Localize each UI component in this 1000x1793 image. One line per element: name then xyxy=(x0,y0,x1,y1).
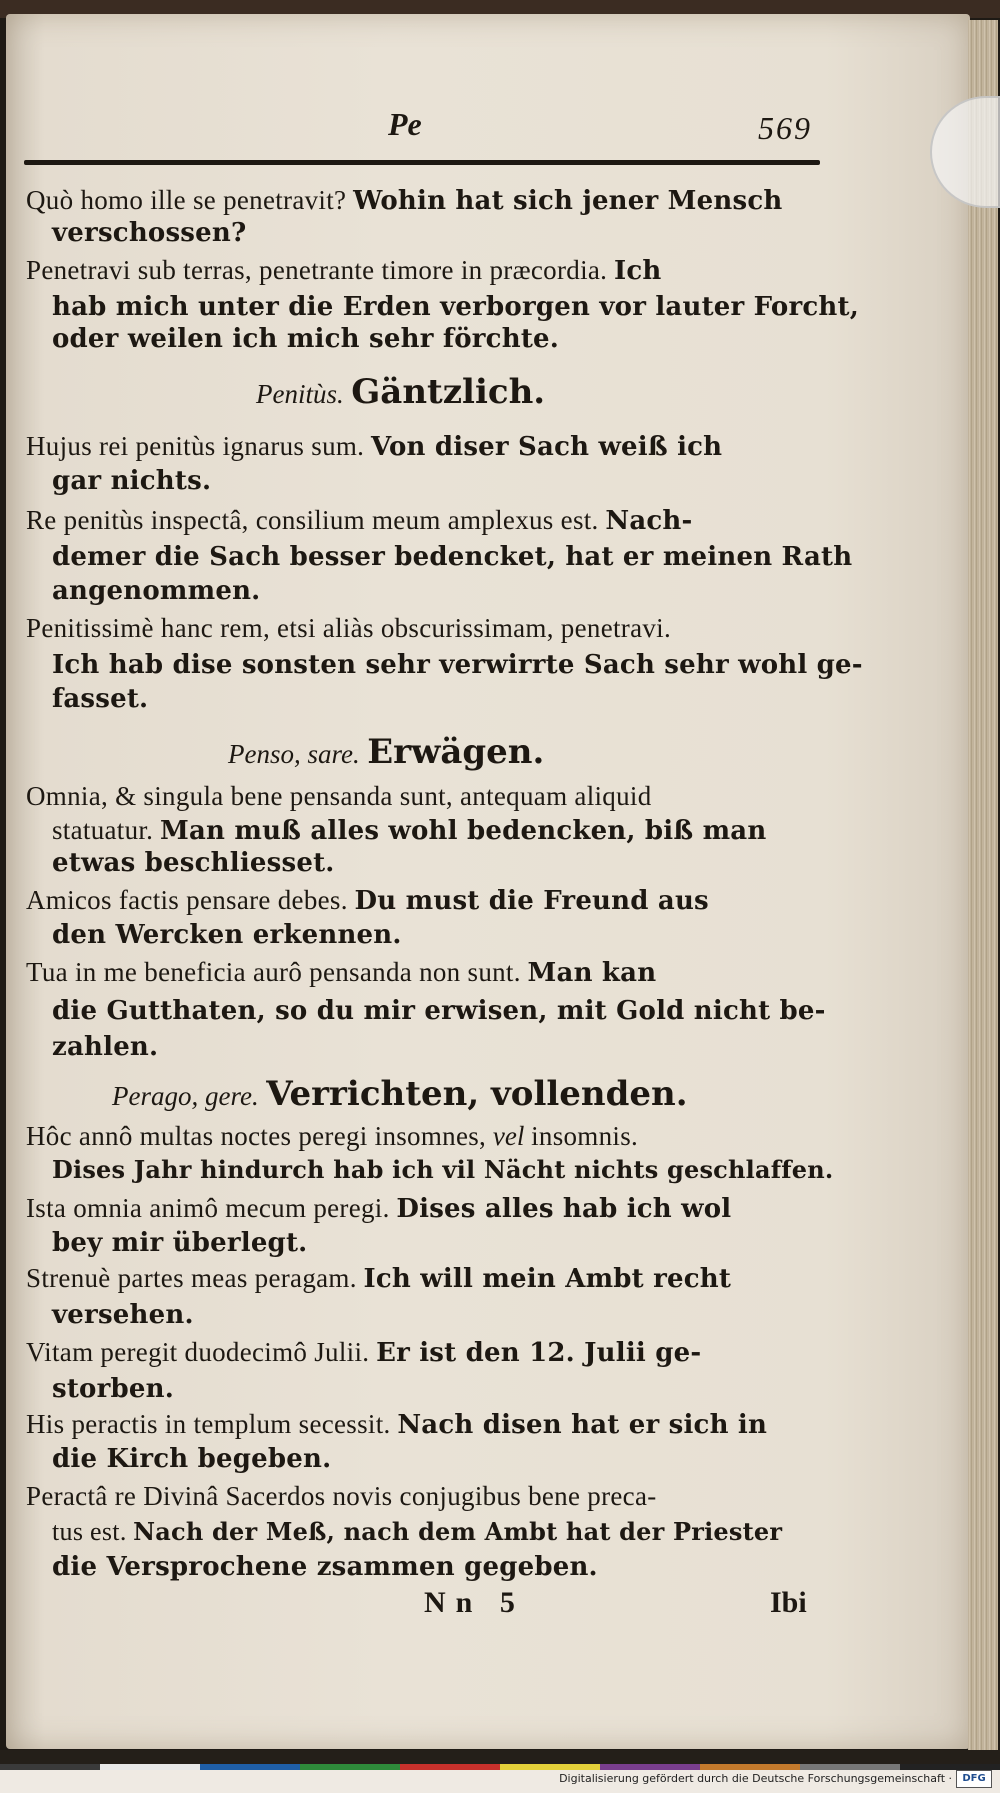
entry-line xyxy=(52,1030,158,1063)
latin-text: Penetravi sub terras, penetrante timore in præcordia. xyxy=(26,255,608,285)
entry-line xyxy=(52,574,260,607)
lemma-latin: Penitùs. xyxy=(256,379,344,409)
entry-line xyxy=(52,1516,782,1548)
german-text: Nach der Meß, nach dem Ambt hat der Priester xyxy=(133,1517,783,1546)
entry-line xyxy=(52,540,852,573)
entry-line xyxy=(52,918,402,951)
entry-line xyxy=(52,1154,833,1187)
entry-line xyxy=(26,504,693,537)
latin-text: Penitissimè hanc rem, etsi aliàs obscurissimam, penetravi. xyxy=(26,613,672,643)
german-text: bey mir überlegt. xyxy=(52,1228,308,1258)
entry-line xyxy=(26,1192,731,1225)
german-text: Dises alles hab ich wol xyxy=(396,1194,732,1224)
entry-line xyxy=(26,1408,767,1441)
entry-line xyxy=(52,1550,598,1583)
latin-text: Strenuè partes meas peragam. xyxy=(26,1263,357,1293)
lemma-heading xyxy=(112,1074,688,1114)
entry-line xyxy=(52,846,335,879)
latin-text: Tua in me beneficia aurô pensanda non sunt. xyxy=(26,957,521,987)
signature-mark: Nn 5 xyxy=(424,1586,525,1619)
entry-line xyxy=(52,216,246,249)
german-text: oder weilen ich mich sehr förchte. xyxy=(52,324,560,354)
latin-text: His peractis in templum secessit. xyxy=(26,1409,391,1439)
german-text: versehen. xyxy=(52,1300,194,1330)
lemma-latin: Perago, gere. xyxy=(112,1081,259,1111)
entry-line xyxy=(26,956,656,989)
latin-text: Hôc annô multas noctes peregi insomnes, xyxy=(26,1121,487,1151)
entry-line xyxy=(26,1262,731,1295)
german-text: fasset. xyxy=(52,684,149,714)
entry-line xyxy=(26,780,652,812)
german-text: Wohin hat sich jener Mensch xyxy=(353,186,783,216)
color-calibration-bar xyxy=(0,1764,1000,1770)
lemma-heading xyxy=(228,732,544,772)
latin-text: Amicos factis pensare debes. xyxy=(26,885,348,915)
latin-text: Re penitùs inspectâ, consilium meum amplexus est. xyxy=(26,505,599,535)
german-text: Man muß alles wohl bedencken, biß man xyxy=(159,816,767,846)
entry-line xyxy=(52,290,859,323)
lemma-latin: Penso, sare. xyxy=(228,739,360,769)
entry-line xyxy=(26,430,722,463)
bottom-scan-edge xyxy=(0,1750,1000,1764)
german-text: Nach disen hat er sich in xyxy=(397,1410,768,1440)
page-edges xyxy=(968,20,998,1750)
entry-line xyxy=(52,814,766,847)
entry-line xyxy=(26,254,661,287)
catchword: Ibi xyxy=(770,1586,807,1619)
entry-line xyxy=(26,612,671,644)
running-head: Pe xyxy=(388,106,422,142)
page-number: 569 xyxy=(758,110,812,146)
german-text: die Versprochene zsammen gegeben. xyxy=(52,1552,598,1582)
entry-line xyxy=(26,884,709,917)
german-text: Ich xyxy=(613,256,662,286)
entry-line xyxy=(26,1480,657,1512)
german-text: verschossen? xyxy=(52,218,247,248)
german-text: etwas beschliesset. xyxy=(52,848,335,878)
latin-italic: vel xyxy=(492,1121,525,1151)
digitization-credit: Digitalisierung gefördert durch die Deutsche Forschungsgemeinschaft · xyxy=(559,1772,952,1785)
lemma-german: Gäntzlich. xyxy=(351,372,546,412)
entry-line xyxy=(52,994,826,1027)
lemma-german: Erwägen. xyxy=(367,732,545,772)
latin-text: Ista omnia animô mecum peregi. xyxy=(26,1193,390,1223)
german-text: Ich hab dise sonsten sehr verwirrte Sach sehr wohl ge- xyxy=(52,650,863,680)
entry-line xyxy=(26,1336,701,1369)
german-text: angenommen. xyxy=(52,576,261,606)
german-text: die Gutthaten, so du mir erwisen, mit Gold nicht be- xyxy=(52,996,826,1026)
german-text: gar nichts. xyxy=(52,466,212,496)
entry-line xyxy=(26,1120,638,1152)
lemma-german: Verrichten, vollenden. xyxy=(266,1074,688,1114)
latin-text: Quò homo ille se penetravit? xyxy=(26,185,347,215)
dfg-logo: DFG xyxy=(956,1770,992,1788)
latin-text: insomnis. xyxy=(531,1121,639,1151)
german-text: hab mich unter die Erden verborgen vor lauter Forcht, xyxy=(52,292,859,322)
entry-line xyxy=(52,1226,307,1259)
german-text: Nach- xyxy=(605,506,693,536)
latin-text: Omnia, & singula bene pensanda sunt, antequam aliquid xyxy=(26,781,652,811)
header-rule xyxy=(24,160,820,165)
german-text: Man kan xyxy=(527,958,657,988)
entry-line xyxy=(52,648,863,681)
german-text: zahlen. xyxy=(52,1032,159,1062)
german-text: die Kirch begeben. xyxy=(52,1444,332,1474)
latin-text: Vitam peregit duodecimô Julii. xyxy=(26,1337,370,1367)
latin-text: tus est. xyxy=(52,1517,127,1546)
german-text: Er ist den 12. Julii ge- xyxy=(376,1338,702,1368)
entry-line xyxy=(26,184,782,217)
entry-line xyxy=(52,682,148,715)
lemma-heading xyxy=(256,372,545,412)
latin-text: Peractâ re Divinâ Sacerdos novis conjugibus bene preca- xyxy=(26,1481,657,1511)
german-text: demer die Sach besser bedencket, hat er meinen Rath xyxy=(52,542,853,572)
entry-line xyxy=(52,1298,194,1331)
german-text: Du must die Freund aus xyxy=(354,886,709,916)
german-text: Dises Jahr hindurch hab ich vil Nächt nichts geschlaffen. xyxy=(52,1155,834,1184)
entry-line xyxy=(52,322,559,355)
german-text: Ich will mein Ambt recht xyxy=(363,1264,732,1294)
latin-text: statuatur. xyxy=(52,815,154,845)
entry-line xyxy=(52,464,211,497)
german-text: storben. xyxy=(52,1374,174,1404)
latin-text: Hujus rei penitùs ignarus sum. xyxy=(26,431,365,461)
entry-line xyxy=(52,1372,174,1405)
entry-line xyxy=(52,1442,331,1475)
german-text: den Wercken erkennen. xyxy=(52,920,402,950)
german-text: Von diser Sach weiß ich xyxy=(370,432,723,462)
